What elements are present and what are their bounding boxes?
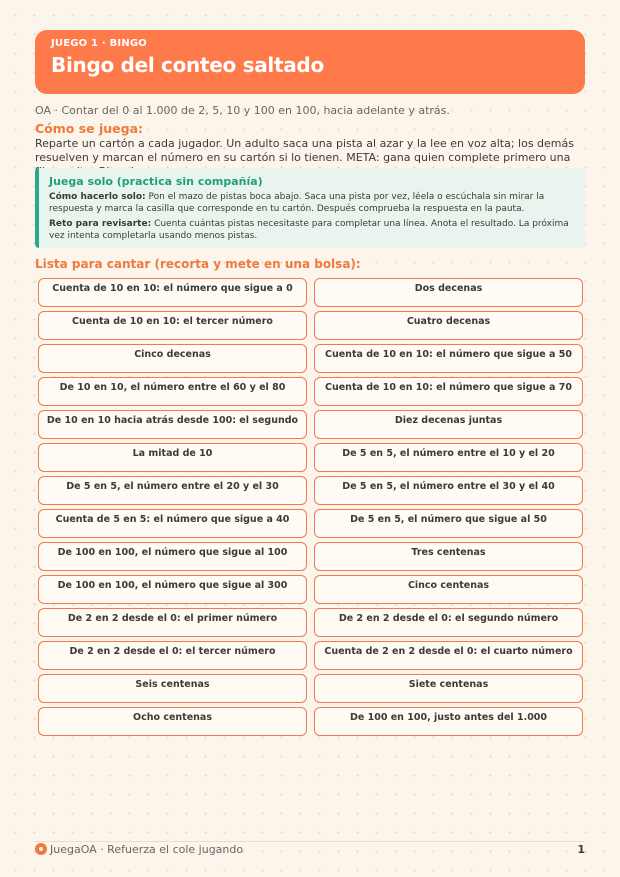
- call-card: Cuenta de 10 en 10: el número que sigue a 0: [38, 278, 307, 307]
- page-number: 1: [577, 843, 585, 856]
- brand-logo-icon: [35, 843, 47, 855]
- call-card: La mitad de 10: [38, 443, 307, 472]
- footer-divider: [35, 841, 585, 842]
- call-list-grid: [38, 278, 583, 736]
- call-card: De 5 en 5, el número entre el 10 y el 20: [314, 443, 583, 472]
- call-card: De 2 en 2 desde el 0: el primer número: [38, 608, 307, 637]
- call-card: Siete centenas: [314, 674, 583, 703]
- solo-how-text: Pon el mazo de pistas boca abajo. Saca una pista por vez, léela o escúchala sin mirar la respuesta y marca la casilla que corresponde en tu cartón. Después comprueba la respuesta en la pauta.: [49, 192, 545, 214]
- solo-challenge-text: Cuenta cuántas pistas necesitaste para completar una línea. Anota el resultado. La próxima vez intenta completarla usando menos pistas.: [49, 219, 569, 241]
- solo-play-title: Juega solo (practica sin compañía): [49, 175, 263, 188]
- solo-challenge-label: Reto para revisarte:: [49, 219, 152, 229]
- call-card: Cinco decenas: [38, 344, 307, 373]
- call-card: Cuenta de 10 en 10: el número que sigue a 50: [314, 344, 583, 373]
- how-to-play-heading: Cómo se juega:: [35, 121, 144, 136]
- call-card: De 5 en 5, el número entre el 30 y el 40: [314, 476, 583, 505]
- solo-how-label: Cómo hacerlo solo:: [49, 192, 146, 202]
- footer-brand: JuegaOA · Refuerza el cole jugando: [50, 843, 244, 856]
- how-to-play-text: Reparte un cartón a cada jugador. Un adulto saca una pista al azar y la lee en voz alta; los demás resuelven y marcan el número en su cartón si lo tienen. META: gana quien complete primero una: [35, 137, 574, 164]
- solo-play-box: [35, 168, 585, 248]
- call-card: De 5 en 5, el número que sigue al 50: [314, 509, 583, 538]
- game-kicker: JUEGO 1 · BINGO: [51, 38, 148, 49]
- call-card: Ocho centenas: [38, 707, 307, 736]
- solo-challenge-paragraph: [49, 218, 573, 242]
- call-card: Dos decenas: [314, 278, 583, 307]
- solo-how-paragraph: [49, 191, 573, 215]
- call-card: Cuenta de 10 en 10: el número que sigue a 70: [314, 377, 583, 406]
- call-list-heading: Lista para cantar (recorta y mete en una bolsa):: [35, 257, 361, 271]
- call-card: De 10 en 10 hacia atrás desde 100: el segundo: [38, 410, 307, 439]
- call-card: Seis centenas: [38, 674, 307, 703]
- call-card: De 2 en 2 desde el 0: el segundo número: [314, 608, 583, 637]
- call-card: Cuatro decenas: [314, 311, 583, 340]
- learning-objective: OA · Contar del 0 al 1.000 de 2, 5, 10 y 100 en 100, hacia adelante y atrás.: [35, 104, 450, 117]
- call-card: De 100 en 100, el número que sigue al 100: [38, 542, 307, 571]
- call-card: Diez decenas juntas: [314, 410, 583, 439]
- call-card: De 2 en 2 desde el 0: el tercer número: [38, 641, 307, 670]
- page-title: Bingo del conteo saltado: [51, 53, 324, 77]
- title-banner: [35, 30, 585, 94]
- call-card: Cuenta de 10 en 10: el tercer número: [38, 311, 307, 340]
- call-card: De 10 en 10, el número entre el 60 y el 80: [38, 377, 307, 406]
- call-card: De 100 en 100, el número que sigue al 300: [38, 575, 307, 604]
- call-card: De 100 en 100, justo antes del 1.000: [314, 707, 583, 736]
- call-card: Cinco centenas: [314, 575, 583, 604]
- call-card: De 5 en 5, el número entre el 20 y el 30: [38, 476, 307, 505]
- call-card: Tres centenas: [314, 542, 583, 571]
- call-card: Cuenta de 5 en 5: el número que sigue a 40: [38, 509, 307, 538]
- call-card: Cuenta de 2 en 2 desde el 0: el cuarto número: [314, 641, 583, 670]
